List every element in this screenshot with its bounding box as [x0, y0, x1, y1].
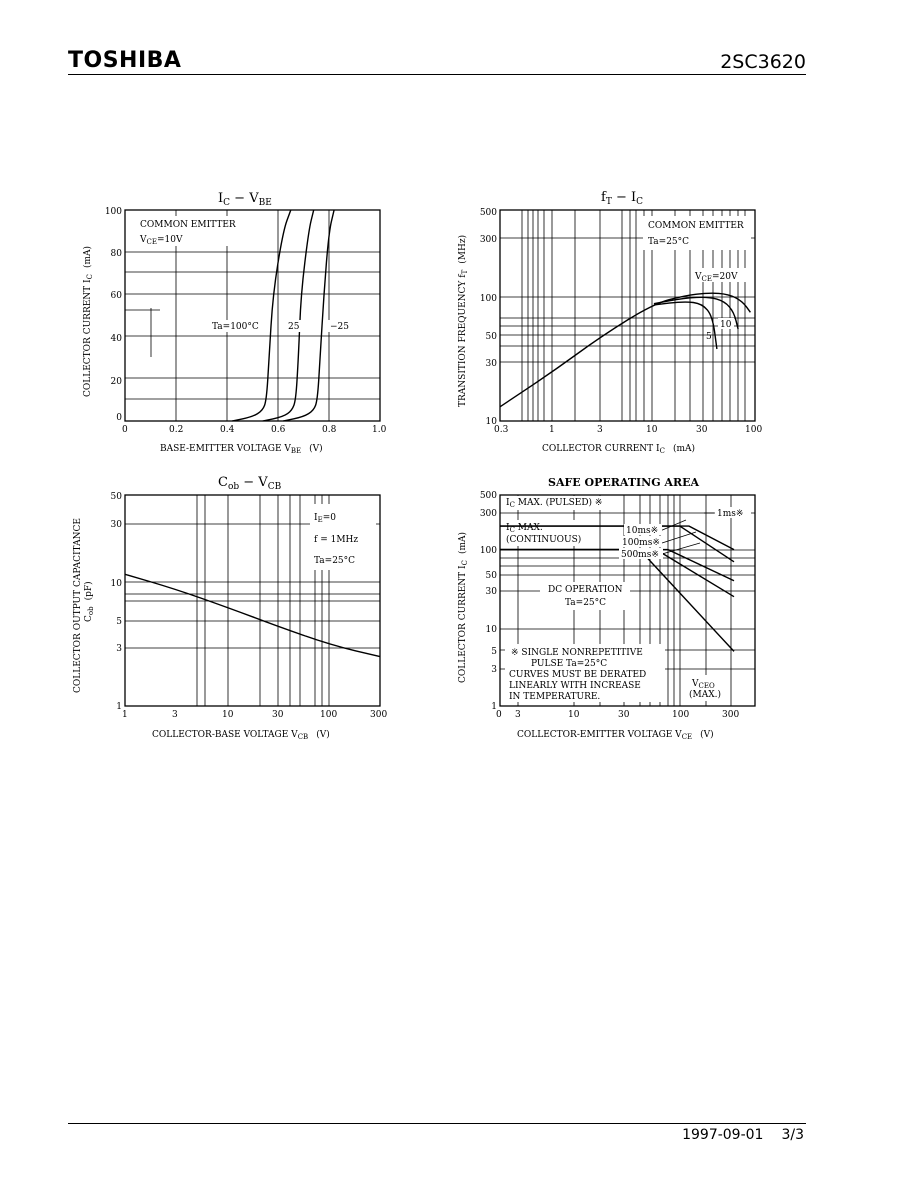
c3-xtick: 1 — [122, 710, 128, 720]
chart1-y-ticks — [105, 207, 122, 423]
c4-xtick: 100 — [672, 710, 690, 720]
c2-xtick: 1 — [549, 425, 555, 435]
series-line-1-2 — [263, 210, 314, 421]
c3-annot-f: f = 1MHz — [314, 535, 359, 545]
c2-ytick: 30 — [485, 359, 497, 369]
series-line-1-3 — [283, 210, 334, 421]
c3-ytick: 5 — [116, 617, 122, 627]
c4-annot-dc: DC OPERATION — [548, 585, 623, 595]
c3-ytick: 3 — [116, 644, 122, 654]
c1-xtick: 0.8 — [322, 425, 337, 435]
c4-ytick: 10 — [485, 625, 497, 635]
c2-ytick: 100 — [479, 294, 497, 304]
c4-annot-1ms: 1ms※ — [717, 509, 744, 519]
c4-ytick: 100 — [479, 546, 497, 556]
c2-xtick: 30 — [696, 425, 708, 435]
chart-cob-vcb — [73, 475, 387, 741]
chart1-series — [232, 210, 334, 421]
c1-xtick: 0.6 — [271, 425, 286, 435]
c2-annot-common-emitter: COMMON EMITTER — [648, 221, 744, 231]
c1-xtick: 0 — [122, 425, 128, 435]
c1-ytick: 40 — [110, 334, 122, 344]
chart2-xlabel: COLLECTOR CURRENT $I_C$ (mA) — [542, 444, 696, 455]
chart4-y-ticks — [480, 491, 497, 712]
chart2-title: $f_T - I_C$ — [601, 190, 644, 207]
series-line-3-1 — [125, 574, 380, 656]
chart2-x-ticks — [494, 425, 762, 435]
c4-note-2: PULSE Ta=25°C — [531, 659, 608, 669]
c4-annot-dc-ta: Ta=25°C — [565, 598, 607, 608]
c3-annot-ie: $I_E=0$ — [314, 513, 336, 524]
c4-note-3: CURVES MUST BE DERATED — [509, 670, 647, 680]
c4-annot-continuous: $I_C$ MAX. — [506, 523, 543, 534]
chart3-series — [125, 574, 380, 656]
c3-annot-ta: Ta=25°C — [314, 556, 356, 566]
c1-annot-ta100: Ta=100°C — [212, 322, 259, 332]
c4-ytick: 5 — [491, 647, 497, 657]
chart3-x-ticks — [122, 710, 387, 720]
c4-ytick: 3 — [491, 665, 497, 675]
c4-annot-100ms: 100ms※ — [622, 538, 660, 548]
c1-ytick: 0 — [116, 413, 122, 423]
c4-ytick: 500 — [479, 491, 497, 501]
chart4-ylabel: COLLECTOR CURRENT $I_C(mA)$ — [458, 531, 469, 683]
c4-annot-pulsed: $I_C$ MAX. (PULSED) ※ — [506, 498, 603, 509]
c1-xtick: 0.4 — [220, 425, 235, 435]
c4-annot-vceo: $V_{CEO}$ — [692, 679, 715, 690]
c2-annot-5: 5 — [706, 332, 712, 342]
c1-xtick: 1.0 — [372, 425, 387, 435]
c1-annot-vce: $V_{CE}=10V$ — [140, 235, 183, 246]
chart1-x-ticks — [122, 425, 387, 435]
c2-xtick: 0.3 — [494, 425, 509, 435]
chart-ic-vbe — [82, 191, 387, 455]
c2-ytick: 300 — [479, 235, 497, 245]
c2-xtick: 3 — [597, 425, 603, 435]
c4-note-1: ※ SINGLE NONREPETITIVE — [511, 648, 643, 658]
c2-xtick: 10 — [646, 425, 658, 435]
footer-date: 1997-09-01 — [682, 1127, 764, 1143]
c2-ytick: 10 — [485, 417, 497, 427]
chart4-xlabel: COLLECTOR-EMITTER VOLTAGE $V_{CE}$ (V) — [517, 730, 714, 741]
c1-annot-ta25: 25 — [288, 322, 300, 332]
c4-ytick: 50 — [485, 571, 497, 581]
chart4-title: SAFE OPERATING AREA — [548, 476, 700, 489]
chart3-xlabel: COLLECTOR-BASE VOLTAGE $V_{CB}$ (V) — [152, 730, 330, 741]
chart-ft-ic — [457, 190, 762, 455]
c4-annot-vceo-max: (MAX.) — [689, 690, 722, 700]
c3-xtick: 10 — [222, 710, 234, 720]
chart4-x-ticks — [496, 710, 739, 720]
c2-ytick: 50 — [485, 332, 497, 342]
chart3-y-ticks — [111, 492, 123, 712]
c4-ytick: 1 — [491, 702, 497, 712]
c4-annot-continuous2: (CONTINUOUS) — [506, 535, 582, 545]
c4-note-4: LINEARLY WITH INCREASE — [509, 681, 641, 691]
c3-ytick: 1 — [116, 702, 122, 712]
chart3-ylabel: COLLECTOR OUTPUT CAPACITANCE — [73, 518, 83, 693]
c4-note-5: IN TEMPERATURE. — [509, 692, 601, 702]
brand-logo: TOSHIBA — [68, 48, 182, 73]
c3-ytick: 30 — [110, 520, 122, 530]
c3-ytick: 50 — [110, 492, 122, 502]
c4-ytick: 30 — [485, 587, 497, 597]
c2-ytick: 500 — [479, 208, 497, 218]
chart3-ylabel2: $C_{ob}(pF)$ — [84, 581, 95, 622]
c1-annot-common-emitter: COMMON EMITTER — [140, 220, 236, 230]
c1-annot-ta-25: −25 — [330, 322, 349, 332]
chart1-ylabel: COLLECTOR CURRENT $I_C(mA)$ — [83, 245, 94, 397]
c4-xtick: 30 — [618, 710, 630, 720]
footer-page: 3/3 — [781, 1127, 804, 1143]
c2-annot-vce: $V_{CE}=20V$ — [695, 272, 738, 283]
c1-ytick: 100 — [104, 207, 122, 217]
c4-annot-500ms: 500ms※ — [621, 550, 659, 560]
c4-ytick: 300 — [479, 509, 497, 519]
c4-xtick: 10 — [568, 710, 580, 720]
chart1-title: $I_C - V_{BE}$ — [218, 191, 272, 208]
c4-xtick: 0 — [496, 710, 502, 720]
c3-xtick: 100 — [320, 710, 338, 720]
c2-annot-ta: Ta=25°C — [648, 237, 690, 247]
chart1-xlabel: BASE-EMITTER VOLTAGE $V_{BE}$ (V) — [160, 444, 323, 455]
c1-ytick: 60 — [110, 291, 122, 301]
part-number: 2SC3620 — [720, 51, 806, 73]
c2-xtick: 100 — [745, 425, 763, 435]
chart2-y-ticks — [480, 208, 497, 427]
c3-xtick: 30 — [272, 710, 284, 720]
c1-xtick: 0.2 — [169, 425, 184, 435]
chart3-title: $C_{ob} - V_{CB}$ — [218, 475, 282, 492]
c4-xtick: 3 — [515, 710, 521, 720]
c2-annot-10: 10 — [720, 320, 732, 330]
c1-ytick: 20 — [110, 377, 122, 387]
c4-xtick: 300 — [722, 710, 740, 720]
c1-ytick: 80 — [110, 249, 122, 259]
c3-ytick: 10 — [110, 579, 122, 589]
c3-xtick: 300 — [370, 710, 388, 720]
c4-annot-10ms: 10ms※ — [626, 526, 659, 536]
chart2-ylabel: TRANSITION FREQUENCY $f_T(MHz)$ — [458, 234, 469, 407]
c3-xtick: 3 — [172, 710, 178, 720]
chart-soa — [457, 476, 755, 741]
